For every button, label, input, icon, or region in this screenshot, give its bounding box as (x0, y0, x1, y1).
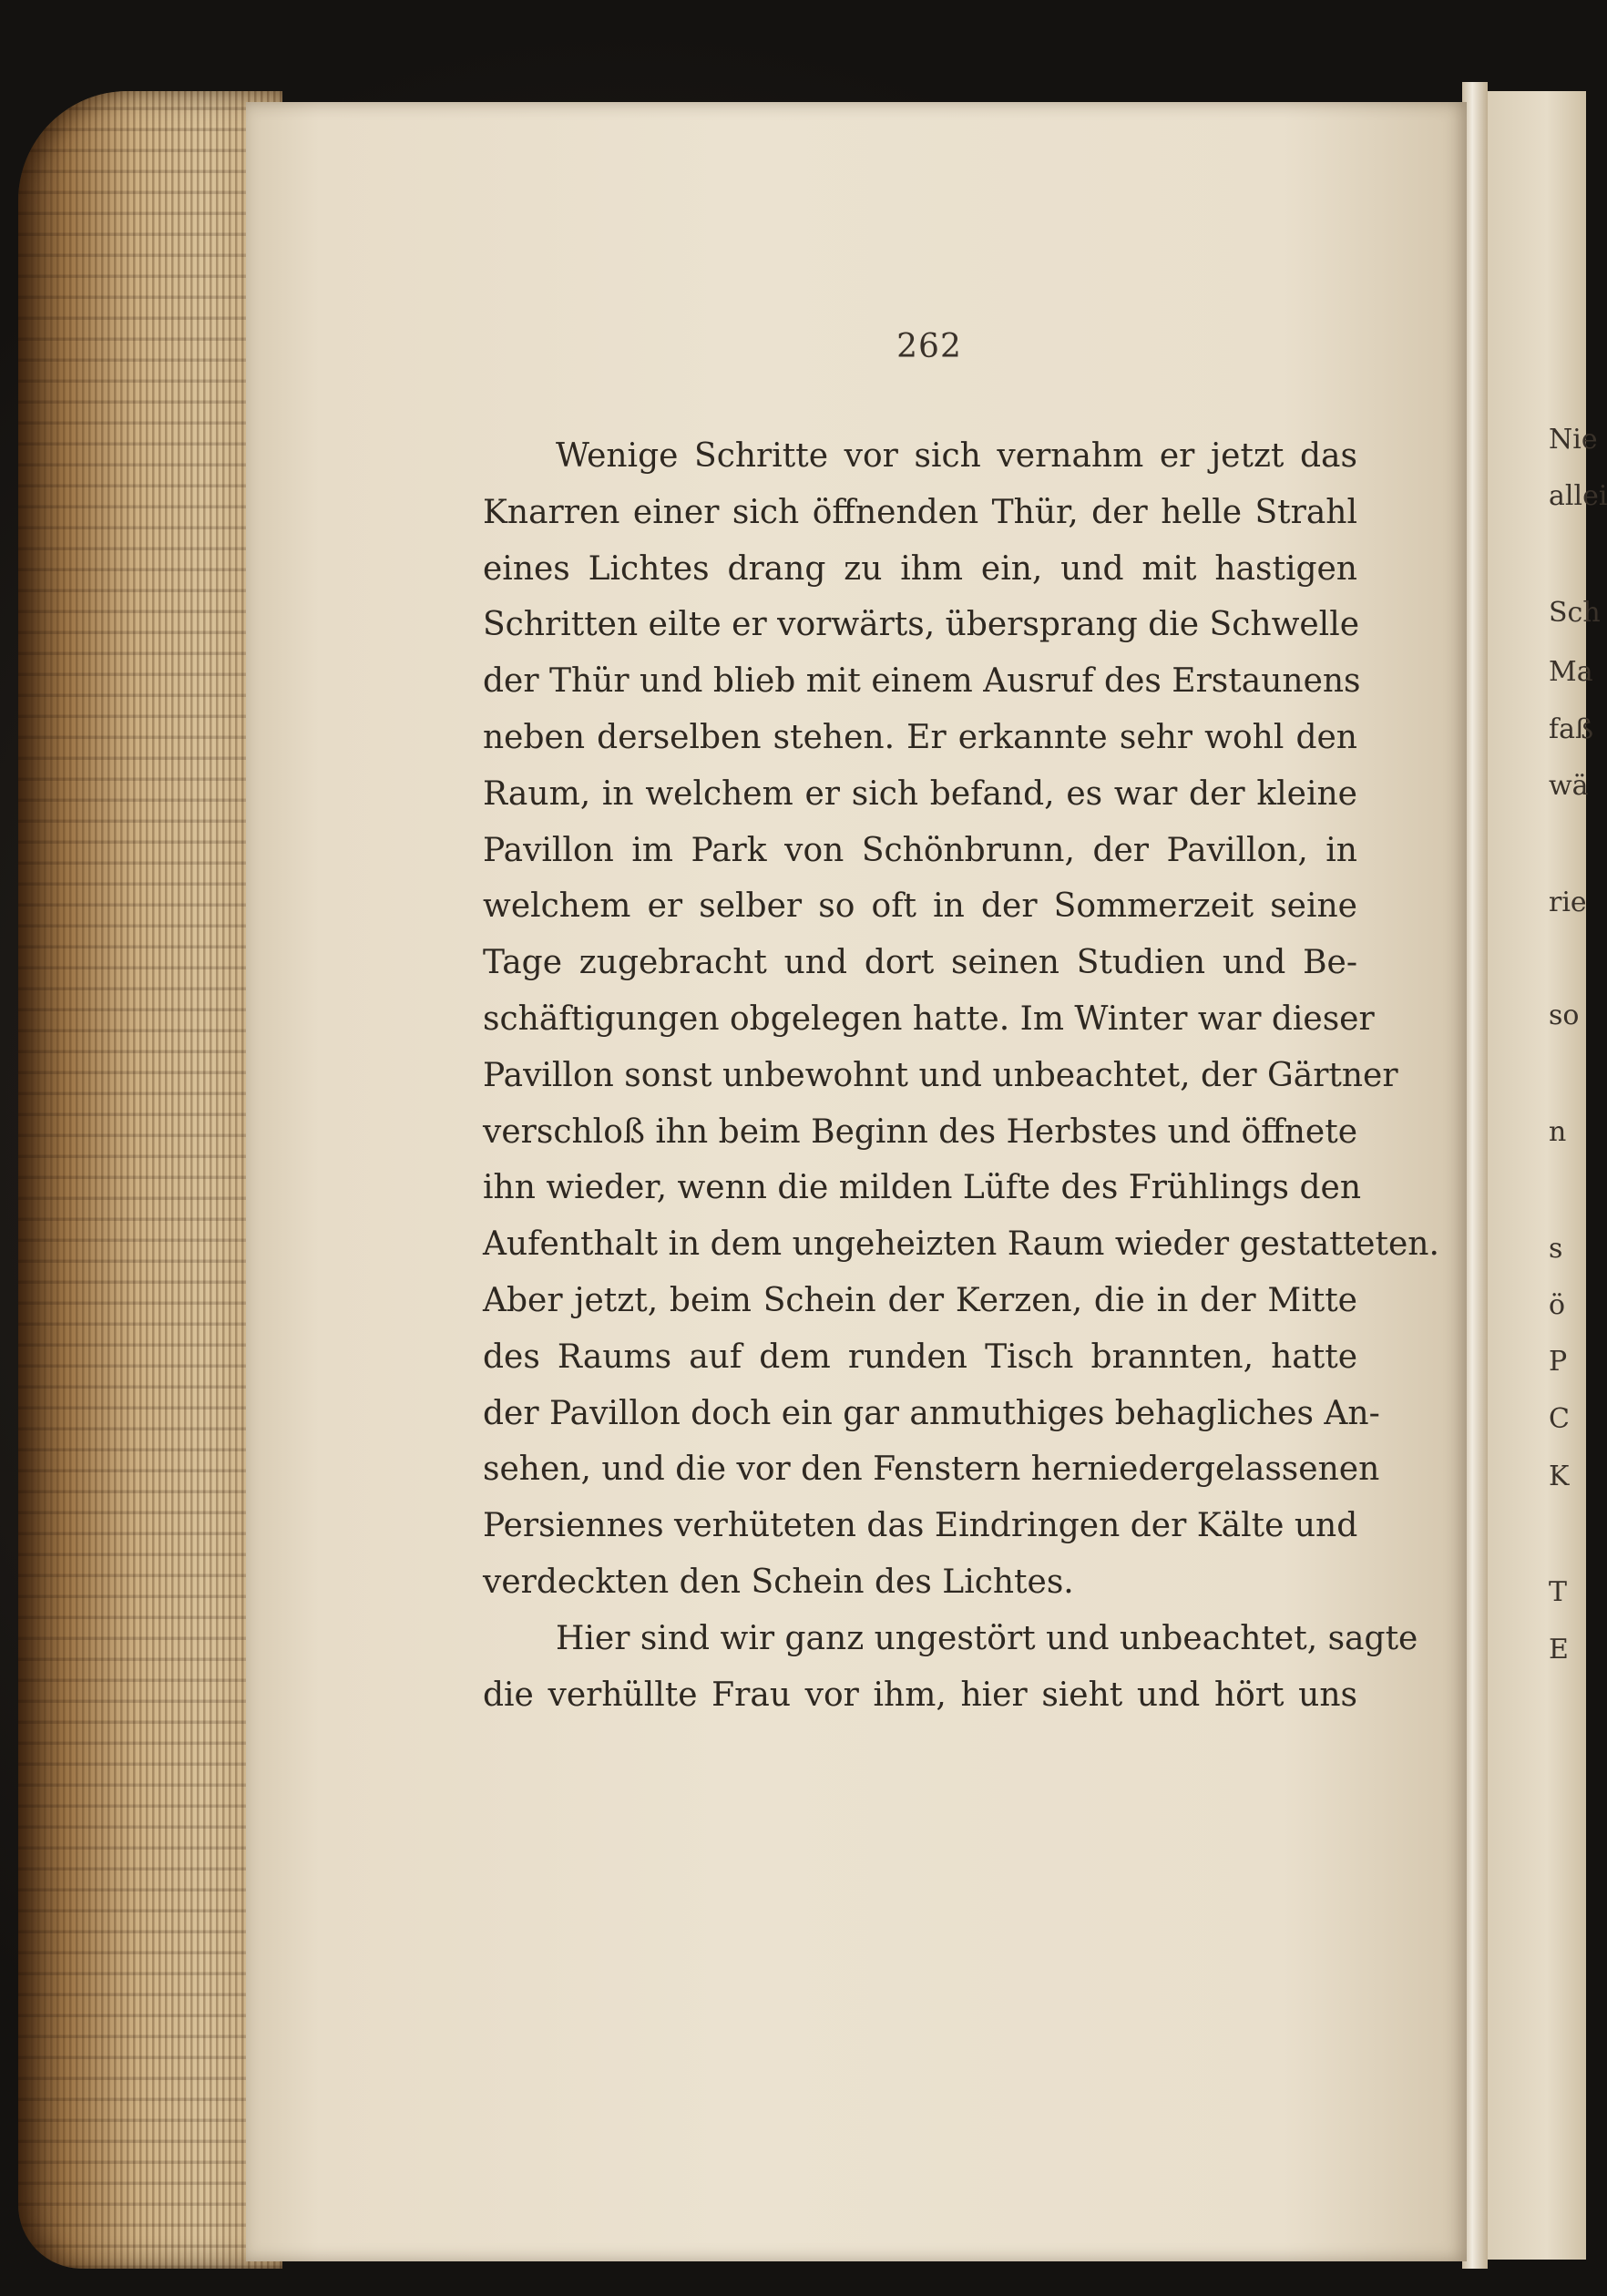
next-page-fragment: s (1549, 1233, 1563, 1265)
text-line: ihn wieder, wenn die milden Lüfte des Frühlings den (483, 1169, 1362, 1207)
next-page-fragment: Sch (1549, 597, 1601, 629)
text-line: Schritten eilte er vorwärts, übersprang die Schwelle (483, 606, 1360, 644)
next-page-fragment: n (1549, 1116, 1567, 1148)
text-line: Hier sind wir ganz ungestört und unbeachtet, sagte (556, 1619, 1418, 1657)
text-line: Pavillon im Park von Schönbrunn, der Pavillon, in (483, 831, 1357, 869)
page-number: 262 (896, 328, 962, 365)
next-page-fragment: rie (1549, 887, 1587, 918)
text-line: schäftigungen obgelegen hatte. Im Winter war dieser (483, 999, 1375, 1038)
next-page-fragment: P (1549, 1346, 1568, 1378)
next-page-fragment: wä (1549, 770, 1589, 802)
text-line: der Pavillon doch ein gar anmuthiges behagliches An- (483, 1394, 1380, 1432)
page-text (483, 428, 1439, 1723)
next-page-fragment: so (1549, 999, 1580, 1031)
text-line: Persiennes verhüteten das Eindringen der Kälte und (483, 1507, 1358, 1545)
text-line: des Raums auf dem runden Tisch brannten, hatte (483, 1338, 1357, 1376)
text-line: Wenige Schritte vor sich vernahm er jetzt das (556, 437, 1357, 475)
book-page-edges (18, 91, 282, 2269)
next-page-fragment: K (1549, 1461, 1570, 1492)
text-line: Knarren einer sich öffnenden Thür, der helle Strahl (483, 493, 1357, 531)
next-page-fragment: C (1549, 1403, 1570, 1435)
text-line: Pavillon sonst unbewohnt und unbeachtet, der Gärtner (483, 1056, 1398, 1094)
next-page-fragment: Nie (1549, 424, 1598, 456)
text-line: die verhüllte Frau vor ihm, hier sieht und hört uns (483, 1676, 1357, 1714)
text-line: verdeckten den Schein des Lichtes. (483, 1563, 1074, 1601)
text-line: neben derselben stehen. Er erkannte sehr wohl den (483, 718, 1357, 756)
text-line: Raum, in welchem er sich befand, es war der kleine (483, 774, 1357, 813)
next-page (1488, 91, 1586, 2260)
text-line: verschloß ihn beim Beginn des Herbstes und öffnete (483, 1112, 1358, 1151)
text-line: Tage zugebracht und dort seinen Studien und Be- (483, 944, 1357, 982)
text-line: eines Lichtes drang zu ihm ein, und mit hastigen (483, 549, 1357, 588)
next-page-fragment: T (1549, 1576, 1568, 1608)
next-page-fragment: E (1549, 1634, 1569, 1666)
text-line: Aber jetzt, beim Schein der Kerzen, die in der Mitte (483, 1281, 1357, 1319)
text-line: Aufenthalt in dem ungeheizten Raum wieder gestatteten. (483, 1225, 1439, 1264)
next-page-fragment: faß (1549, 713, 1594, 745)
next-page-fragment: allei (1549, 480, 1607, 512)
next-page-fragment: ö (1549, 1289, 1566, 1321)
text-line: welchem er selber so oft in der Sommerzeit seine (483, 887, 1357, 926)
text-line: sehen, und die vor den Fenstern herniedergelassenen (483, 1450, 1380, 1489)
next-page-fragment: Ma (1549, 656, 1593, 688)
text-line: der Thür und blieb mit einem Ausruf des Erstaunens (483, 662, 1361, 701)
